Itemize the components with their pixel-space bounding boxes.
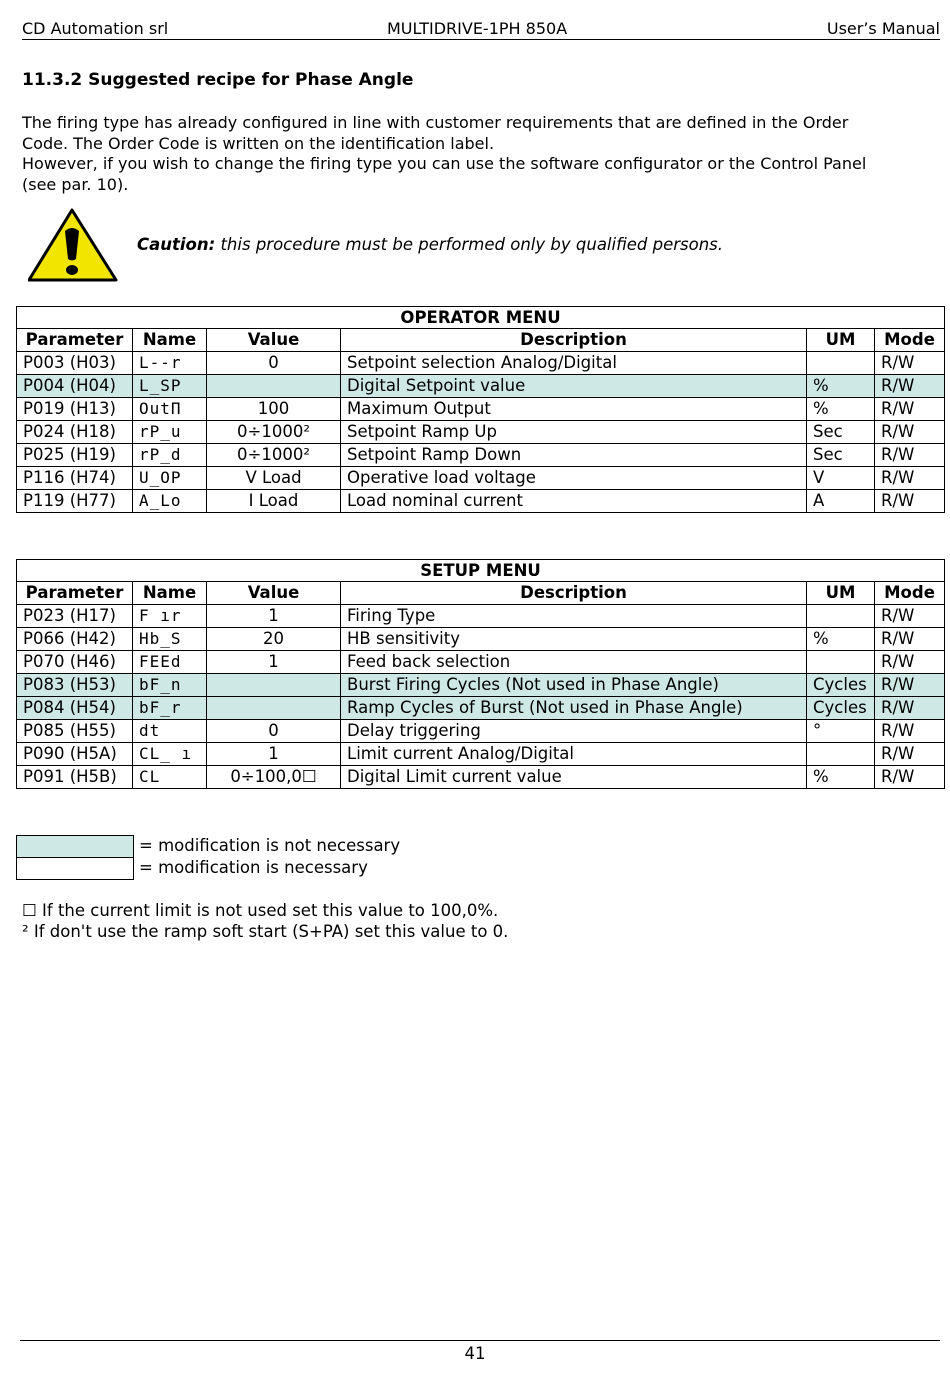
cell-um: % bbox=[807, 766, 875, 789]
cell-um: A bbox=[807, 490, 875, 513]
cell-mode: R/W bbox=[875, 467, 945, 490]
table-row bbox=[17, 720, 945, 743]
cell-mode: R/W bbox=[875, 444, 945, 467]
header-company: CD Automation srl bbox=[22, 19, 169, 38]
cell-description: Feed back selection bbox=[341, 651, 807, 674]
table-row bbox=[17, 674, 945, 697]
cell-value: 1 bbox=[207, 605, 341, 628]
cell-value: 1 bbox=[207, 651, 341, 674]
cell-um: % bbox=[807, 628, 875, 651]
cell-name: L--r bbox=[133, 352, 207, 375]
cell-name: FEEd bbox=[133, 651, 207, 674]
cell-value: 0÷1000² bbox=[207, 421, 341, 444]
caution-text: this procedure must be performed only by qualified persons. bbox=[215, 235, 724, 254]
cell-parameter: P084 (H54) bbox=[17, 697, 133, 720]
cell-mode: R/W bbox=[875, 398, 945, 421]
col-um: UM bbox=[807, 582, 875, 605]
cell-um bbox=[807, 743, 875, 766]
table-row bbox=[17, 628, 945, 651]
table-row bbox=[17, 444, 945, 467]
cell-mode: R/W bbox=[875, 766, 945, 789]
cell-mode: R/W bbox=[875, 743, 945, 766]
col-mode: Mode bbox=[875, 582, 945, 605]
cell-value: V Load bbox=[207, 467, 341, 490]
operator-menu-title: OPERATOR MENU bbox=[17, 307, 945, 329]
operator-menu-table bbox=[16, 306, 945, 513]
table-row bbox=[17, 375, 945, 398]
intro-paragraph bbox=[22, 113, 942, 196]
footnotes bbox=[22, 900, 508, 942]
header-product: MULTIDRIVE-1PH 850A bbox=[387, 19, 568, 38]
cell-name: rP_d bbox=[133, 444, 207, 467]
cell-description: Setpoint Ramp Up bbox=[341, 421, 807, 444]
cell-parameter: P066 (H42) bbox=[17, 628, 133, 651]
cell-um: Cycles bbox=[807, 697, 875, 720]
legend-not-necessary: = modification is not necessary bbox=[139, 836, 401, 855]
table-row bbox=[17, 352, 945, 375]
cell-name: L_SP bbox=[133, 375, 207, 398]
cell-mode: R/W bbox=[875, 352, 945, 375]
cell-parameter: P091 (H5B) bbox=[17, 766, 133, 789]
cell-um: V bbox=[807, 467, 875, 490]
cell-parameter: P003 (H03) bbox=[17, 352, 133, 375]
cell-description: Load nominal current bbox=[341, 490, 807, 513]
cell-um bbox=[807, 651, 875, 674]
cell-parameter: P025 (H19) bbox=[17, 444, 133, 467]
table-row bbox=[17, 398, 945, 421]
cell-mode: R/W bbox=[875, 697, 945, 720]
cell-parameter: P119 (H77) bbox=[17, 490, 133, 513]
intro-line: Code. The Order Code is written on the identification label. bbox=[22, 133, 495, 153]
col-name: Name bbox=[133, 329, 207, 352]
cell-mode: R/W bbox=[875, 720, 945, 743]
table-row bbox=[17, 651, 945, 674]
cell-parameter: P085 (H55) bbox=[17, 720, 133, 743]
col-parameter: Parameter bbox=[17, 582, 133, 605]
warning-triangle-icon bbox=[28, 207, 120, 283]
cell-description: Digital Limit current value bbox=[341, 766, 807, 789]
col-parameter: Parameter bbox=[17, 329, 133, 352]
cell-description: Setpoint selection Analog/Digital bbox=[341, 352, 807, 375]
cell-value bbox=[207, 375, 341, 398]
col-um: UM bbox=[807, 329, 875, 352]
cell-mode: R/W bbox=[875, 605, 945, 628]
intro-line: However, if you wish to change the firing type you can use the software configurator or the Control Panel bbox=[22, 154, 867, 174]
cell-mode: R/W bbox=[875, 421, 945, 444]
cell-name: Hb_S bbox=[133, 628, 207, 651]
cell-name: bF_n bbox=[133, 674, 207, 697]
cell-parameter: P070 (H46) bbox=[17, 651, 133, 674]
cell-value: 0 bbox=[207, 352, 341, 375]
cell-um: Sec bbox=[807, 421, 875, 444]
cell-description: Delay triggering bbox=[341, 720, 807, 743]
cell-parameter: P004 (H04) bbox=[17, 375, 133, 398]
cell-um: Cycles bbox=[807, 674, 875, 697]
cell-value: 100 bbox=[207, 398, 341, 421]
cell-mode: R/W bbox=[875, 628, 945, 651]
table-row bbox=[17, 490, 945, 513]
setup-menu-title: SETUP MENU bbox=[17, 560, 945, 582]
legend-necessary: = modification is necessary bbox=[139, 858, 368, 877]
cell-description: Ramp Cycles of Burst (Not used in Phase Angle) bbox=[341, 697, 807, 720]
cell-value bbox=[207, 697, 341, 720]
cell-parameter: P116 (H74) bbox=[17, 467, 133, 490]
footnote: ² If don't use the ramp soft start (S+PA) set this value to 0. bbox=[22, 922, 509, 941]
cell-mode: R/W bbox=[875, 674, 945, 697]
footer-divider bbox=[20, 1340, 940, 1341]
cell-name: OutΠ bbox=[133, 398, 207, 421]
table-row bbox=[17, 605, 945, 628]
cell-um: Sec bbox=[807, 444, 875, 467]
legend-swatch-necessary bbox=[16, 857, 134, 880]
cell-description: Setpoint Ramp Down bbox=[341, 444, 807, 467]
cell-name: CL_ ı bbox=[133, 743, 207, 766]
legend-swatch-not-necessary bbox=[16, 835, 134, 858]
cell-value: I Load bbox=[207, 490, 341, 513]
cell-value bbox=[207, 674, 341, 697]
cell-description: HB sensitivity bbox=[341, 628, 807, 651]
caution-note bbox=[137, 235, 723, 254]
table-row bbox=[17, 766, 945, 789]
cell-parameter: P090 (H5A) bbox=[17, 743, 133, 766]
table-row bbox=[17, 467, 945, 490]
col-value: Value bbox=[207, 329, 341, 352]
intro-line: (see par. 10). bbox=[22, 175, 129, 195]
caution-label: Caution: bbox=[137, 235, 216, 254]
footnote: ☐ If the current limit is not used set this value to 100,0%. bbox=[22, 901, 499, 920]
cell-name: CL bbox=[133, 766, 207, 789]
cell-parameter: P024 (H18) bbox=[17, 421, 133, 444]
page-header bbox=[22, 17, 940, 40]
cell-description: Firing Type bbox=[341, 605, 807, 628]
cell-um: % bbox=[807, 398, 875, 421]
cell-description: Digital Setpoint value bbox=[341, 375, 807, 398]
section-title: 11.3.2 Suggested recipe for Phase Angle bbox=[22, 70, 414, 90]
setup-menu-table bbox=[16, 559, 945, 789]
cell-value: 0÷100,0☐ bbox=[207, 766, 341, 789]
page-number: 41 bbox=[464, 1344, 486, 1363]
cell-name: bF_r bbox=[133, 697, 207, 720]
cell-name: rP_u bbox=[133, 421, 207, 444]
col-name: Name bbox=[133, 582, 207, 605]
cell-mode: R/W bbox=[875, 375, 945, 398]
cell-mode: R/W bbox=[875, 490, 945, 513]
cell-value: 0 bbox=[207, 720, 341, 743]
table-row bbox=[17, 743, 945, 766]
cell-parameter: P019 (H13) bbox=[17, 398, 133, 421]
cell-parameter: P083 (H53) bbox=[17, 674, 133, 697]
cell-name: U_OP bbox=[133, 467, 207, 490]
table-row bbox=[17, 697, 945, 720]
cell-name: A_Lo bbox=[133, 490, 207, 513]
table-row bbox=[17, 421, 945, 444]
col-description: Description bbox=[341, 329, 807, 352]
cell-um: % bbox=[807, 375, 875, 398]
cell-name: dt bbox=[133, 720, 207, 743]
cell-um: ° bbox=[807, 720, 875, 743]
cell-mode: R/W bbox=[875, 651, 945, 674]
col-value: Value bbox=[207, 582, 341, 605]
cell-description: Limit current Analog/Digital bbox=[341, 743, 807, 766]
col-mode: Mode bbox=[875, 329, 945, 352]
cell-um bbox=[807, 352, 875, 375]
cell-name: F ır bbox=[133, 605, 207, 628]
cell-description: Operative load voltage bbox=[341, 467, 807, 490]
cell-value: 1 bbox=[207, 743, 341, 766]
cell-parameter: P023 (H17) bbox=[17, 605, 133, 628]
cell-value: 0÷1000² bbox=[207, 444, 341, 467]
cell-description: Burst Firing Cycles (Not used in Phase Angle) bbox=[341, 674, 807, 697]
cell-value: 20 bbox=[207, 628, 341, 651]
cell-um bbox=[807, 605, 875, 628]
header-doc-title: User’s Manual bbox=[826, 19, 940, 38]
cell-description: Maximum Output bbox=[341, 398, 807, 421]
col-description: Description bbox=[341, 582, 807, 605]
intro-line: The firing type has already configured in line with customer requirements that are defined in the Order bbox=[22, 113, 849, 132]
